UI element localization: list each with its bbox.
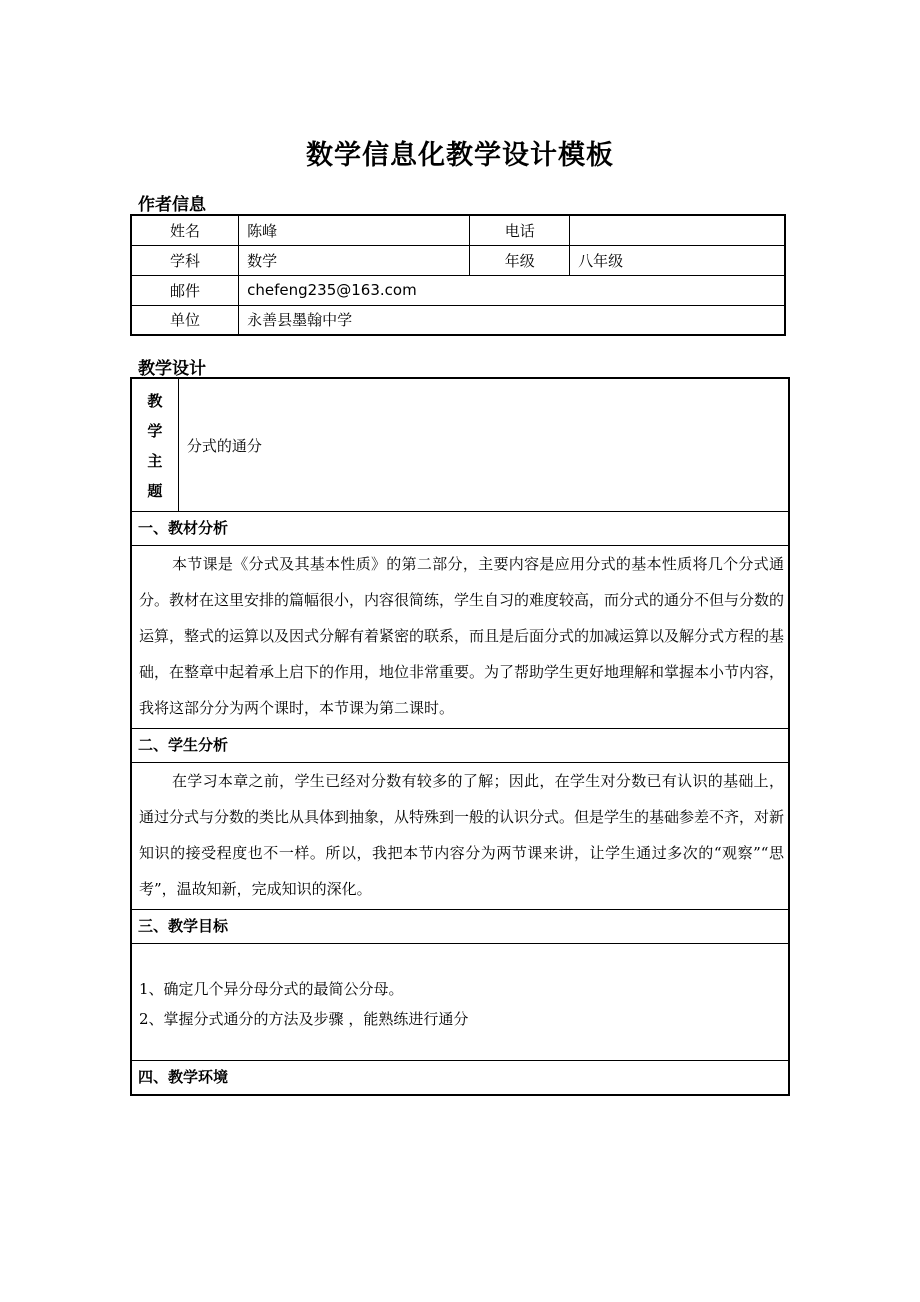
list-item: 2、掌握分式通分的方法及步骤 ，能熟练进行通分: [139, 1010, 469, 1028]
table-row: [131, 763, 789, 910]
topic-label-char: 学: [147, 422, 163, 440]
table-row: [131, 910, 789, 944]
table-row: [131, 944, 789, 1061]
author-info-heading: 作者信息: [138, 195, 206, 215]
document-title: 数学信息化教学设计模板: [306, 140, 614, 171]
material-analysis-text: 本节课是《分式及其基本性质》的第二部分，主要内容是应用分式的基本性质将几个分式通分。教材在这里安排的篇幅很小，内容很简练，学生自习的难度较高，而分式的通分不但与分数的运算，整式的运算以及因式分解有着紧密的联系，而且是后面分式的加减运算以及解分式方程的基础，在整章中起着承上启下的作用，地位非常重要。为了帮助学生更好地理解和掌握本小节内容，我将这部分分为两个课时，本节课为第二课时。: [131, 546, 789, 729]
student-analysis-heading: 二、学生分析: [131, 729, 789, 763]
unit-label: 单位: [131, 305, 239, 335]
teaching-goals-heading: 三、教学目标: [131, 910, 789, 944]
email-value: chefeng235@163.com: [239, 275, 785, 305]
topic-label-char: 主: [147, 452, 163, 470]
table-row: [131, 275, 785, 305]
phone-value: [570, 215, 785, 245]
topic-label: [131, 378, 178, 512]
grade-value: 八年级: [570, 245, 785, 275]
student-analysis-text: 在学习本章之前，学生已经对分数有较多的了解；因此，在学生对分数已有认识的基础上，通过分式与分数的类比从具体到抽象，从特殊到一般的认识分式。但是学生的基础参差不齐，对新知识的接受程度也不一样。所以，我把本节内容分为两节课来讲，让学生通过多次的“观察”“思考”，温故知新，完成知识的深化。: [131, 763, 789, 910]
name-value: 陈峰: [239, 215, 470, 245]
table-row: [131, 1061, 789, 1096]
teaching-goals-list: [131, 944, 789, 1061]
author-info-table: [130, 214, 786, 336]
email-label: 邮件: [131, 275, 239, 305]
subject-value: 数学: [239, 245, 470, 275]
unit-value: 永善县墨翰中学: [239, 305, 785, 335]
topic-label-char: 教: [147, 392, 163, 410]
topic-value: 分式的通分: [178, 378, 789, 512]
teaching-environment-heading: 四、教学环境: [131, 1061, 789, 1096]
phone-label: 电话: [470, 215, 570, 245]
subject-label: 学科: [131, 245, 239, 275]
table-row: [131, 729, 789, 763]
table-row: [131, 546, 789, 729]
name-label: 姓名: [131, 215, 239, 245]
material-analysis-heading: 一、教材分析: [131, 512, 789, 546]
topic-row: [131, 378, 789, 512]
table-row: [131, 305, 785, 335]
table-row: [131, 512, 789, 546]
grade-label: 年级: [470, 245, 570, 275]
teaching-design-heading: 教学设计: [138, 359, 206, 379]
teaching-design-table: [130, 377, 790, 1096]
table-row: [131, 215, 785, 245]
topic-label-char: 题: [147, 482, 163, 500]
table-row: [131, 245, 785, 275]
list-item: 1、确定几个异分母分式的最简公分母。: [139, 980, 404, 998]
